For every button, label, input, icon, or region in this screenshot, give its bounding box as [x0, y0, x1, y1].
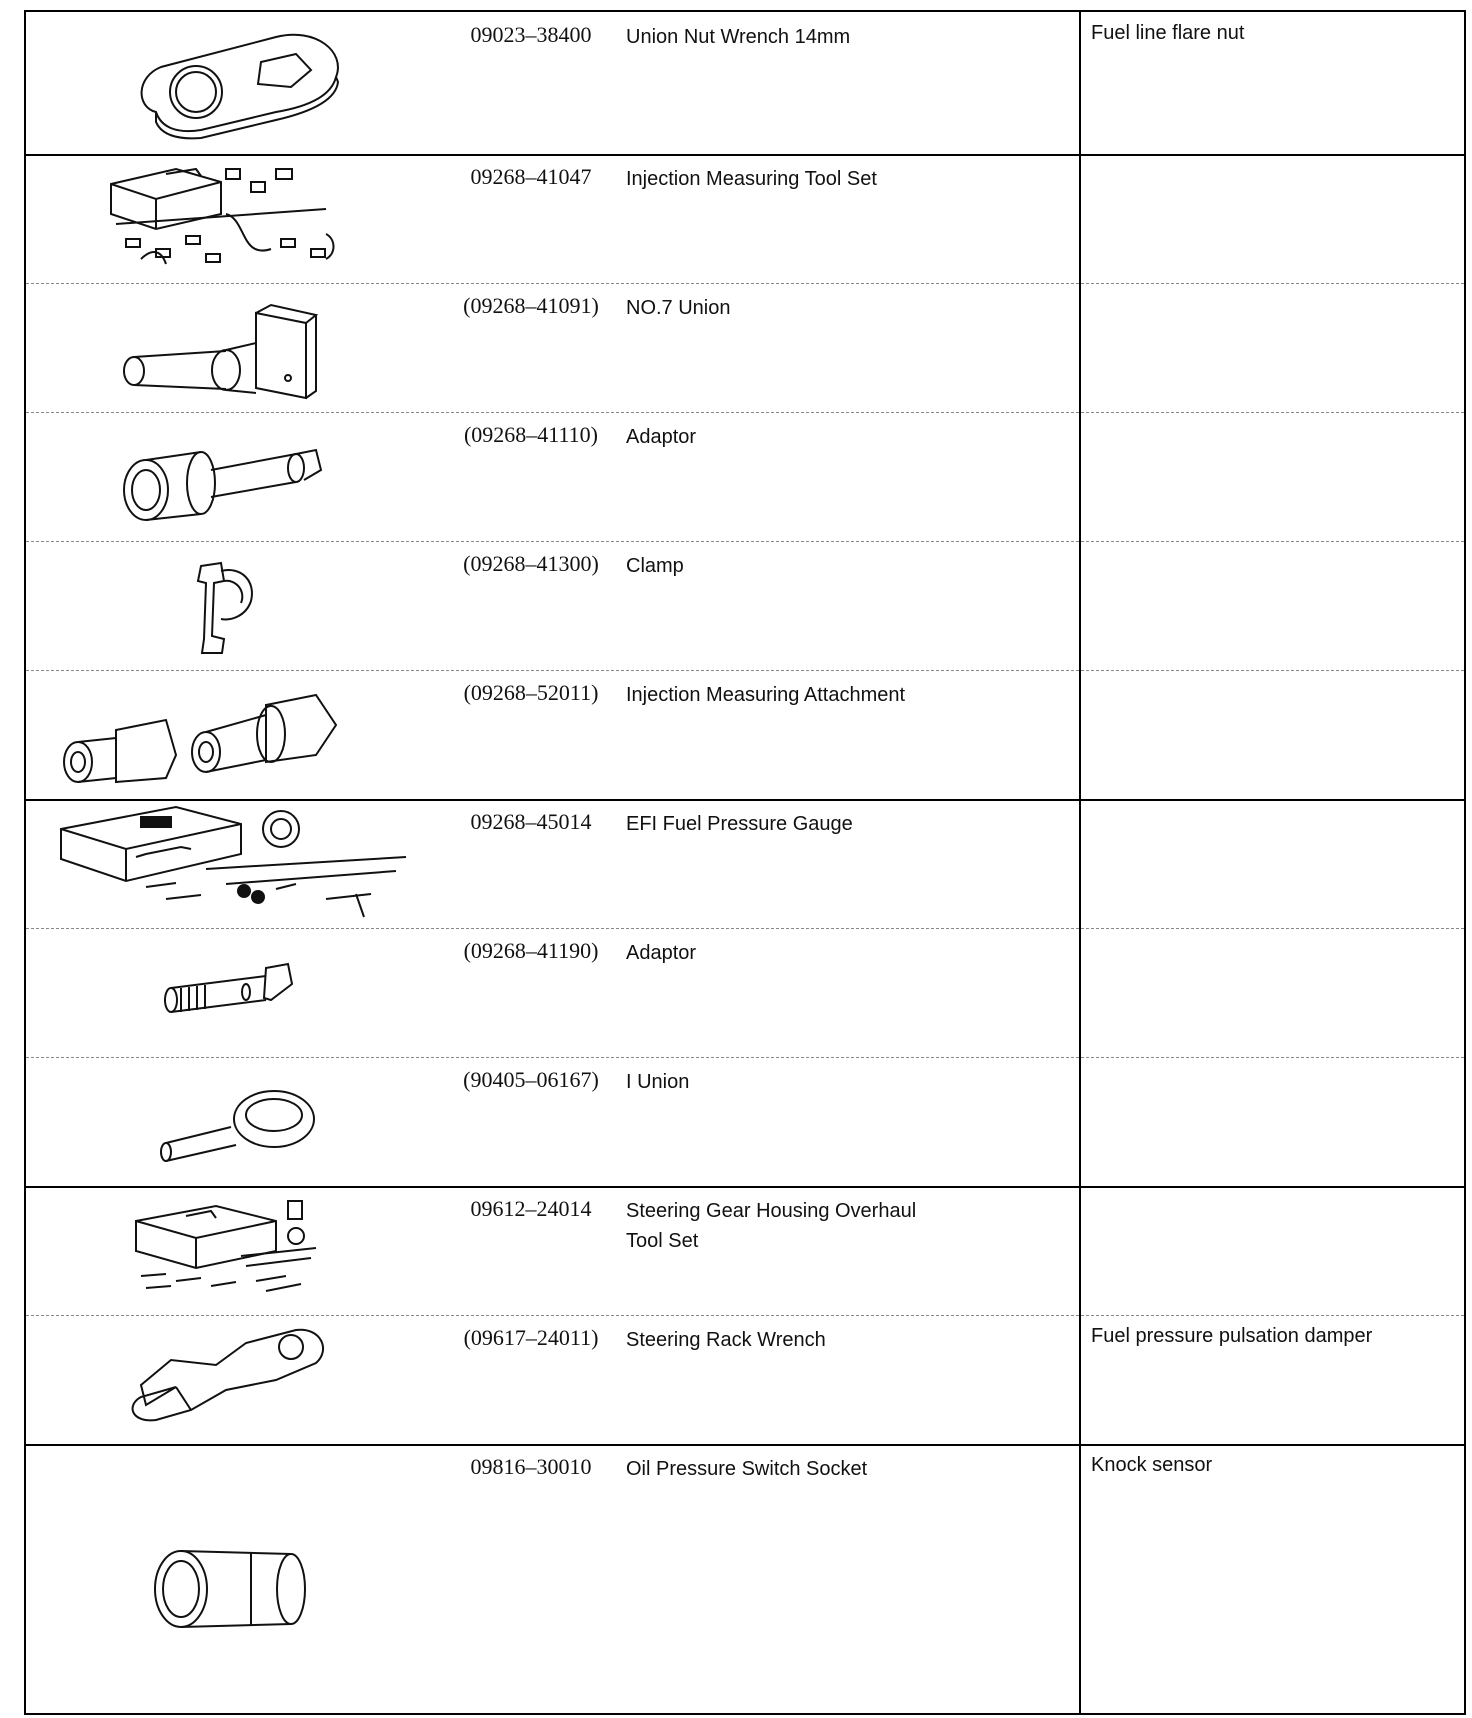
- tool-name: EFI Fuel Pressure Gauge: [626, 813, 853, 835]
- part-number: (09268–41300): [463, 551, 599, 576]
- tool-name: Injection Measuring Attachment: [626, 684, 906, 706]
- tool-name: Steering Rack Wrench: [626, 1329, 826, 1351]
- table-row: [26, 154, 1464, 284]
- tool-table: [24, 10, 1466, 1715]
- part-number: (09617–24011): [463, 1325, 599, 1350]
- tool-set-icon: [26, 154, 426, 283]
- tool-name: I Union: [626, 1071, 690, 1093]
- tool-name: Injection Measuring Tool Set: [626, 168, 877, 190]
- part-number: 09816–30010: [470, 1454, 592, 1479]
- tool-name: Adaptor: [626, 426, 697, 448]
- tool-name: [626, 1196, 1066, 1256]
- tool-name-line1: Steering Gear Housing Overhaul: [626, 1200, 917, 1222]
- adaptor-icon: [26, 412, 426, 541]
- tool-name: Adaptor: [626, 942, 697, 964]
- table-row: [26, 541, 1464, 671]
- steering-tool-set-icon: [26, 1186, 426, 1315]
- part-number: (90405–06167): [463, 1067, 599, 1092]
- part-number: (09268–41091): [463, 293, 599, 318]
- attachment-icon: [26, 670, 426, 799]
- part-number: 09023–38400: [470, 22, 592, 47]
- table-row: [26, 1444, 1464, 1713]
- table-row: [26, 1315, 1464, 1446]
- usage-note: Fuel line flare nut: [1091, 22, 1245, 44]
- usage-note: Fuel pressure pulsation damper: [1091, 1325, 1373, 1347]
- banjo-union-icon: [26, 1057, 426, 1186]
- union-nut-wrench-icon: [26, 12, 426, 154]
- tool-name: Oil Pressure Switch Socket: [626, 1458, 868, 1480]
- part-number: 09268–41047: [470, 164, 592, 189]
- clamp-icon: [26, 541, 426, 670]
- tool-name-line2: Tool Set: [626, 1230, 699, 1252]
- tool-name: NO.7 Union: [626, 297, 731, 319]
- union-icon: [26, 283, 426, 412]
- table-row: [26, 928, 1464, 1058]
- part-number: 09612–24014: [470, 1196, 592, 1221]
- table-row: [26, 1186, 1464, 1316]
- usage-note: Knock sensor: [1091, 1454, 1213, 1476]
- part-number: (09268–41190): [463, 938, 599, 963]
- tool-name: Clamp: [626, 555, 684, 577]
- table-row: [26, 12, 1464, 156]
- table-row: [26, 799, 1464, 929]
- table-row: [26, 670, 1464, 801]
- part-number: (09268–52011): [463, 680, 599, 705]
- table-row: [26, 412, 1464, 542]
- banjo-bolt-icon: [26, 928, 426, 1057]
- part-number: 09268–45014: [470, 809, 592, 834]
- pressure-gauge-kit-icon: [26, 799, 426, 928]
- table-row: [26, 1057, 1464, 1188]
- table-row: [26, 283, 1464, 413]
- rack-wrench-icon: [26, 1315, 426, 1444]
- part-number: (09268–41110): [463, 422, 599, 447]
- tool-name: Union Nut Wrench 14mm: [626, 26, 851, 48]
- socket-icon: [26, 1444, 426, 1713]
